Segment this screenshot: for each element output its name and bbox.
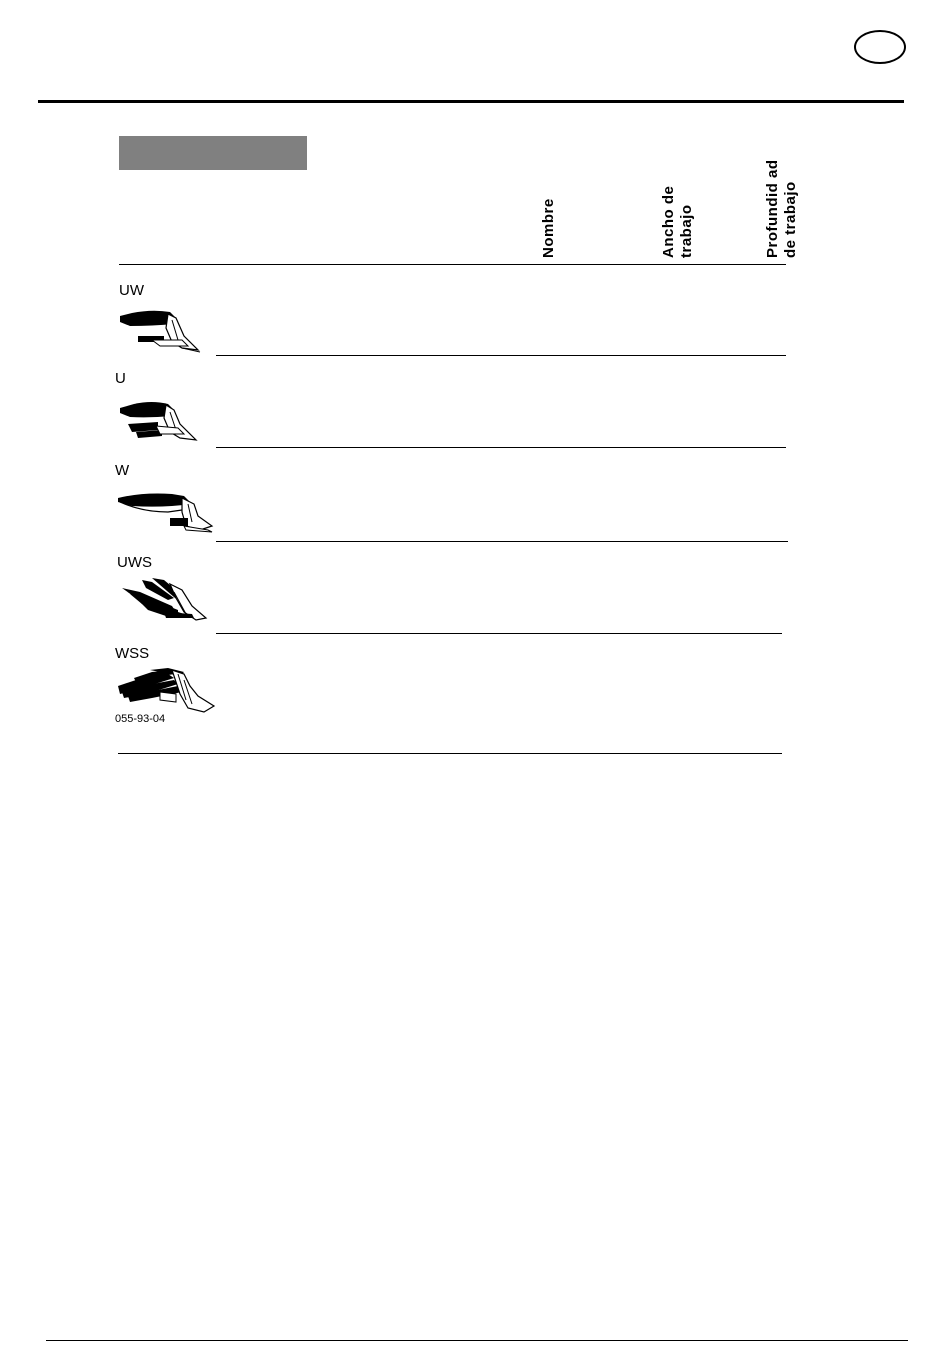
column-header-depth — [764, 160, 800, 259]
row-divider — [216, 355, 786, 356]
column-header-width — [660, 186, 696, 258]
figure-code: 055-93-04 — [115, 713, 166, 722]
column-header-depth-line2: de trabajo — [782, 181, 799, 258]
header-rule — [38, 100, 904, 103]
row-label-uw: UW — [119, 282, 144, 299]
column-header-width-line2: trabajo — [678, 204, 695, 258]
plough-u-icon — [112, 398, 204, 446]
footer-rule — [46, 1340, 908, 1341]
row-label-u: U — [115, 370, 126, 387]
column-header-depth-line1: Profundid ad — [764, 159, 781, 258]
row-divider — [216, 447, 786, 448]
column-header-name-text: Nombre — [540, 198, 557, 258]
plough-uws-icon — [112, 574, 210, 622]
table-bottom-rule — [118, 753, 782, 754]
column-header-width-line1: Ancho de — [660, 185, 677, 258]
plough-uw-icon — [112, 306, 204, 354]
row-divider — [216, 633, 782, 634]
section-title-bar — [119, 136, 307, 170]
row-label-wss: WSS — [115, 645, 150, 662]
plough-wss-icon — [112, 666, 218, 716]
row-label-w: W — [115, 462, 130, 479]
plough-w-icon — [112, 490, 214, 536]
row-label-uws: UWS — [117, 554, 152, 571]
table-header-rule — [119, 264, 786, 265]
column-header-name — [540, 198, 558, 258]
language-badge — [854, 30, 906, 64]
row-divider — [216, 541, 788, 542]
